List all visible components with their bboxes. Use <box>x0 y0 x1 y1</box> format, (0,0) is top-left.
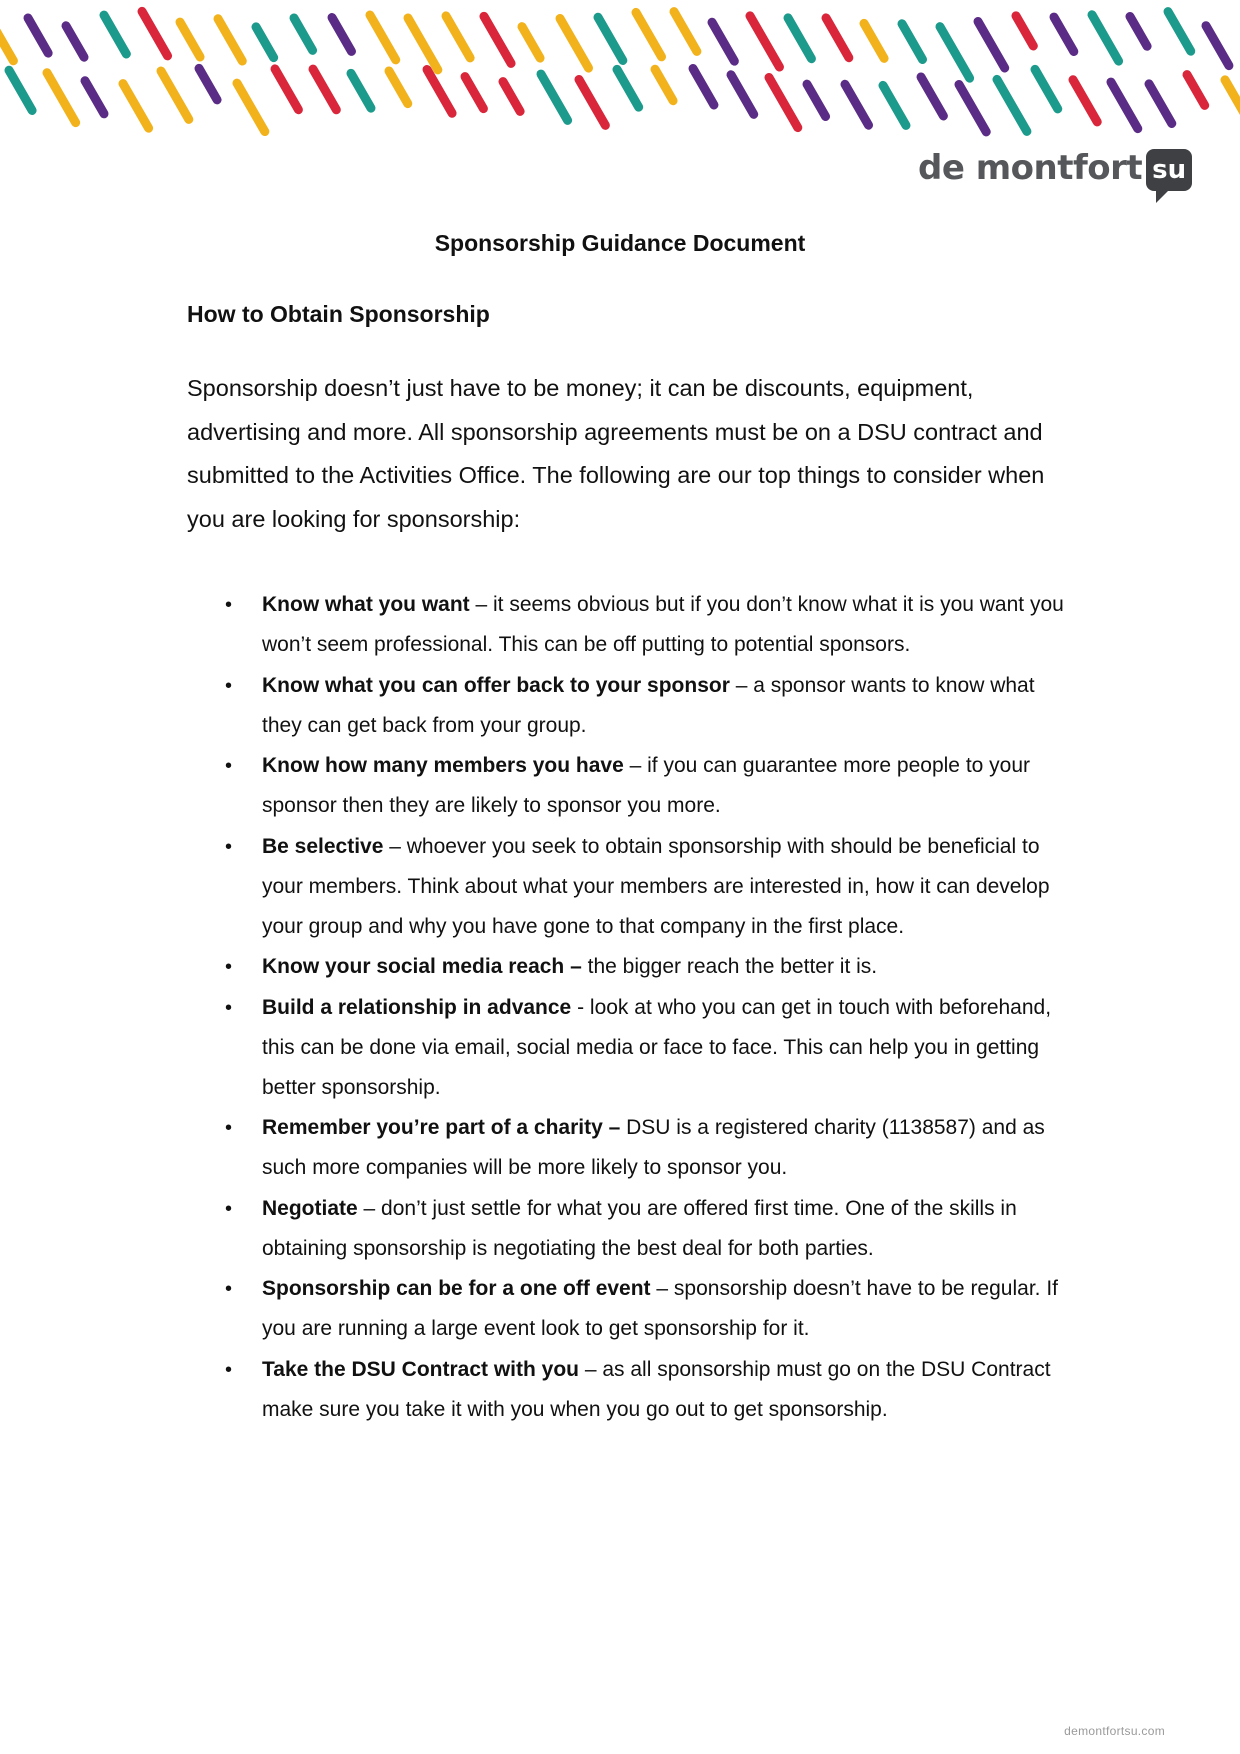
header-stripe <box>693 69 714 105</box>
tip-title: Sponsorship can be for a one off event <box>262 1277 651 1300</box>
header-stripe <box>9 70 32 110</box>
header-stripe <box>180 22 200 57</box>
document-title: Sponsorship Guidance Document <box>434 230 806 256</box>
header-stripe <box>1035 69 1058 109</box>
list-item <box>225 746 1067 826</box>
tip-text: – sponsorship doesn’t have to be regular. If you are running a large event look to get sponsorship for it. <box>262 1277 1058 1340</box>
header-stripe <box>902 24 923 60</box>
header-stripe <box>313 69 336 110</box>
header-stripe <box>978 22 1005 68</box>
logo-wordmark: de montfort <box>918 148 1143 188</box>
list-item <box>225 947 1067 987</box>
header-stripe <box>47 73 76 123</box>
bullet-icon: • <box>225 594 233 616</box>
tip-text: DSU is a registered charity (1138587) and as such more companies will be more likely to sponsor you. <box>262 1116 1045 1179</box>
header-stripe <box>560 18 588 68</box>
list-item <box>225 827 1067 947</box>
bullet-icon: • <box>225 755 233 777</box>
header-stripe <box>940 27 970 78</box>
list-item <box>225 1108 1067 1188</box>
header-stripe <box>123 84 149 129</box>
tip-text: – don’t just settle for what you are offered first time. One of the skills in obtaining sponsorship is negotiating the best deal for both parties. <box>262 1196 1017 1260</box>
header-stripe <box>104 15 126 54</box>
bullet-icon: • <box>225 956 233 978</box>
bullet-icon: • <box>225 835 233 858</box>
tip-title: Know your social media reach – <box>262 955 582 978</box>
header-stripe <box>218 19 242 61</box>
tip-text: – a sponsor wants to know what they can get back from your group. <box>262 673 1035 737</box>
header-stripe <box>1054 17 1074 51</box>
header-stripe <box>237 83 265 131</box>
header-stripe <box>636 12 661 56</box>
logo-speech-bubble-badge: su <box>1146 149 1192 191</box>
header-stripe <box>1168 12 1191 52</box>
header-stripe <box>788 18 811 59</box>
header-stripe <box>1149 84 1172 124</box>
tip-title: Be selective <box>262 834 384 858</box>
tip-title: Know what you want <box>262 593 470 616</box>
header-stripe <box>750 16 779 67</box>
header-stripe <box>1187 75 1205 106</box>
header-stripe <box>484 16 511 63</box>
header-stripe <box>617 69 639 107</box>
header-stripe <box>731 75 754 115</box>
bullet-icon: • <box>225 1197 233 1220</box>
header-stripe <box>674 12 697 52</box>
list-item <box>225 1189 1067 1269</box>
header-stripe <box>161 71 189 119</box>
header-stripe <box>1073 80 1097 122</box>
header-stripe <box>408 18 438 70</box>
tip-title: Negotiate <box>262 1196 358 1220</box>
header-stripe <box>332 18 351 52</box>
tip-text: – it seems obvious but if you don’t know what it is you want you won’t seem professional. This can be off putting to potential sponsors. <box>262 593 1064 656</box>
header-stripe <box>1092 15 1119 61</box>
header-stripe <box>883 85 906 125</box>
section-heading: How to Obtain Sponsorship <box>187 301 490 327</box>
list-item <box>225 666 1067 746</box>
header-stripe <box>769 78 798 128</box>
header-stripe <box>351 73 371 108</box>
header-stripe <box>826 18 849 58</box>
header-stripe <box>294 18 313 50</box>
list-item <box>225 988 1067 1108</box>
header-stripe <box>66 26 84 57</box>
header-stripe <box>0 20 13 61</box>
tip-text: the bigger reach the better it is. <box>581 955 878 978</box>
list-item <box>225 1350 1067 1430</box>
header-stripe <box>997 79 1027 131</box>
header-stripe <box>1016 16 1033 46</box>
bullet-icon: • <box>225 996 233 1019</box>
tip-text: – if you can guarantee more people to your sponsor then they are likely to sponsor you more. <box>262 754 1031 817</box>
header-stripe <box>370 15 396 60</box>
tips-list <box>225 585 1067 1430</box>
tip-title: Build a relationship in advance <box>262 995 572 1019</box>
header-stripe <box>256 27 274 58</box>
header-stripe <box>28 18 48 53</box>
header-stripe <box>503 82 520 112</box>
header-stripe <box>598 17 623 60</box>
header-stripe <box>389 71 408 104</box>
tip-text: – whoever you seek to obtain sponsorship with should be beneficial to your members. Think about what your members are interested in, how it can develop your group and why you have gone to that company in the first place. <box>262 834 1050 938</box>
header-stripe <box>1225 80 1240 132</box>
header-stripe <box>655 69 673 100</box>
header-stripe <box>921 77 943 116</box>
header-stripe <box>199 68 217 99</box>
header-stripe <box>807 84 826 116</box>
tip-text: – as all sponsorship must go on the DSU Contract make sure you take it with you when you go out to get sponsorship. <box>262 1357 1051 1421</box>
header-stripe <box>465 77 483 109</box>
tip-title: Take the DSU Contract with you <box>262 1357 579 1381</box>
tip-title: Remember you’re part of a charity – <box>262 1116 621 1139</box>
header-stripe <box>446 16 470 58</box>
header-stripe <box>427 70 452 114</box>
header-stripe <box>85 81 104 114</box>
header-stripe <box>845 84 868 125</box>
footer-url: demontfortsu.com <box>1064 1724 1165 1738</box>
header-stripe <box>712 22 734 61</box>
list-item <box>225 1269 1067 1349</box>
header-stripe <box>541 74 568 120</box>
header-stripe <box>522 27 540 58</box>
bullet-icon: • <box>225 674 233 697</box>
header-stripe <box>1111 82 1138 129</box>
header-stripe <box>142 11 168 55</box>
bullet-icon: • <box>225 1358 233 1381</box>
header-stripe <box>579 80 605 126</box>
tip-text: - look at who you can get in touch with beforehand, this can be done via email, social media or face to face. This can help you in getting better sponsorship. <box>262 995 1052 1099</box>
bullet-icon: • <box>225 1117 233 1139</box>
tip-title: Know how many members you have <box>262 754 624 777</box>
tip-title: Know what you can offer back to your sponsor <box>262 673 730 697</box>
intro-paragraph: Sponsorship doesn’t just have to be money; it can be discounts, equipment, advertising and more. All sponsorship agreements must be on a DSU contract and submitted to the Activities Office. The following are our top things to consider when you are looking for sponsorship: <box>187 375 1045 532</box>
header-stripe <box>275 69 298 110</box>
header-stripe <box>1130 16 1147 46</box>
de-montfort-su-logo <box>918 146 1192 191</box>
header-stripe <box>959 84 986 131</box>
bullet-icon: • <box>225 1278 233 1300</box>
header-stripe <box>1206 26 1229 66</box>
list-item <box>225 585 1067 665</box>
header-stripe <box>864 23 884 58</box>
